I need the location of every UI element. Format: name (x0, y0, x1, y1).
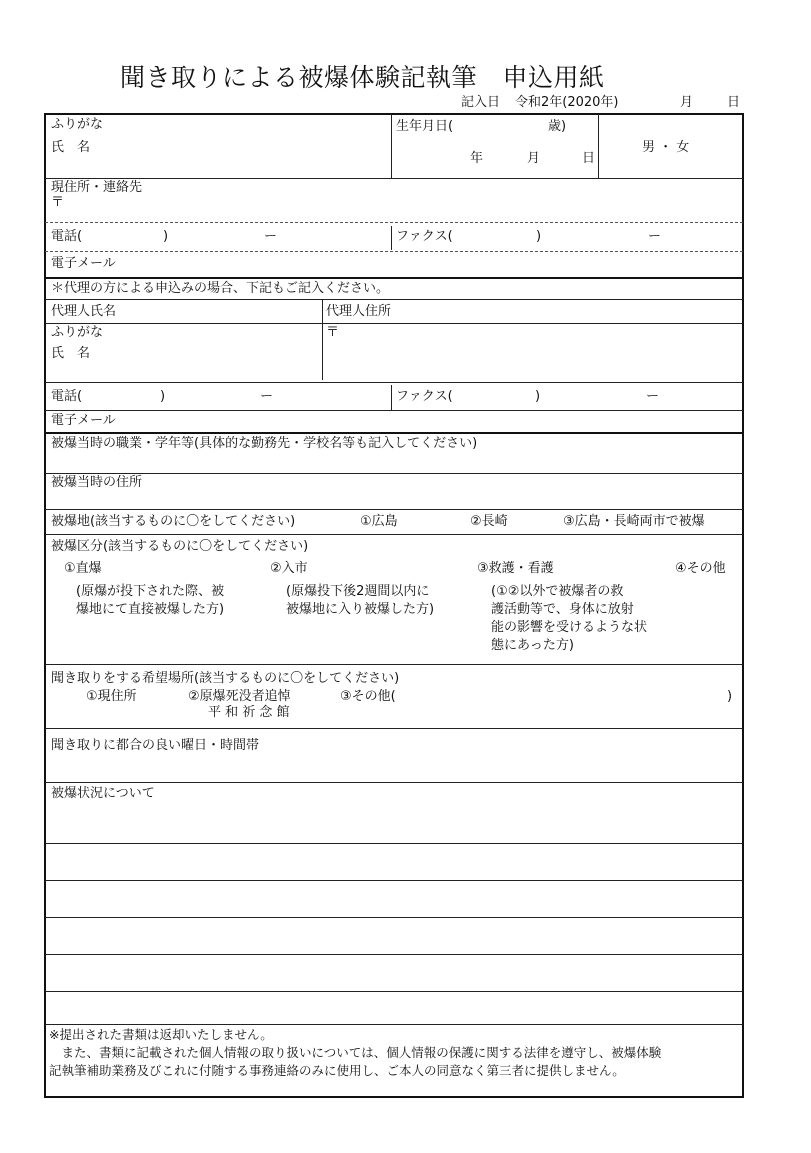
email-label[interactable]: 電子メール (51, 256, 116, 271)
name-label[interactable]: 氏 名 (51, 140, 91, 155)
divider (45, 178, 743, 179)
phone-label[interactable]: 電話( (51, 229, 83, 244)
birth-year-label: 年 (470, 151, 484, 166)
fax-label[interactable]: ファクス( (396, 229, 453, 244)
writing-line (45, 991, 743, 992)
entry-date-era: 令和2年(2020年) (515, 95, 619, 110)
category-option-rescue-desc: (①②以外で被爆者の救 (491, 584, 624, 599)
category-option-direct-desc: (原爆が投下された際、被 (76, 584, 225, 599)
place-option-other[interactable]: ③その他( (340, 689, 396, 704)
proxy-name-label[interactable]: 代理人氏名 (51, 304, 117, 319)
category-option-direct-desc: 爆地にて直接被爆した方) (76, 602, 225, 617)
place-option-memorial[interactable]: ②原爆死没者追悼 (188, 689, 291, 704)
age-label: 歳) (548, 119, 567, 134)
schedule-label[interactable]: 聞き取りに都合の良い曜日・時間帯 (51, 738, 260, 753)
proxy-phone-close: ) (160, 389, 166, 404)
footer-note: また、書類に記載された個人情報の取り扱いについては、個人情報の保護に関する法律を遵守し、被爆体験 (49, 1045, 662, 1060)
furigana-label[interactable]: ふりがな (51, 117, 104, 132)
place-option-memorial-line2: 平 和 祈 念 館 (208, 705, 290, 720)
divider (45, 509, 743, 510)
category-option-entry-desc: (原爆投下後2週間以内に (286, 584, 430, 599)
divider (45, 251, 743, 252)
occupation-label[interactable]: 被爆当時の職業・学年等(具体的な勤務先・学校名等も記入してください) (51, 436, 478, 451)
divider (322, 300, 323, 380)
proxy-furigana-label[interactable]: ふりがな (51, 325, 104, 340)
bomb-location-option-both[interactable]: ③広島・長崎両市で被爆 (563, 514, 705, 529)
place-label: 聞き取りをする希望場所(該当するものに〇をしてください) (51, 671, 400, 686)
place-option-other-close: ) (727, 689, 733, 704)
divider (45, 410, 743, 411)
divider (45, 1024, 743, 1025)
entry-date-month: 月 (680, 95, 694, 110)
proxy-fax-close: ) (535, 389, 541, 404)
category-option-entry[interactable]: ②入市 (270, 561, 308, 576)
proxy-phone-dash: ー (260, 389, 274, 404)
divider (598, 114, 599, 178)
divider (45, 277, 743, 279)
proxy-fax-dash: ー (646, 389, 660, 404)
birthdate-label[interactable]: 生年月日( (396, 119, 454, 134)
divider (45, 782, 743, 783)
postal-mark: 〒 (51, 195, 65, 210)
phone-dash: ー (264, 229, 278, 244)
proxy-phone-label[interactable]: 電話( (51, 389, 83, 404)
category-option-other[interactable]: ④その他 (675, 561, 726, 576)
place-option-home[interactable]: ①現住所 (86, 689, 137, 704)
divider (391, 114, 392, 178)
proxy-address-label[interactable]: 代理人住所 (326, 304, 392, 319)
birth-month-label: 月 (527, 151, 541, 166)
divider (45, 473, 743, 474)
phone-close: ) (163, 229, 169, 244)
situation-label[interactable]: 被爆状況について (51, 786, 155, 801)
category-option-entry-desc: 被爆地に入り被爆した方) (286, 602, 435, 617)
divider (391, 226, 392, 250)
category-option-rescue-desc: 態にあった方) (491, 638, 574, 653)
divider (45, 664, 743, 665)
divider (45, 432, 743, 434)
writing-line (45, 843, 743, 844)
divider (45, 222, 743, 223)
divider (45, 382, 743, 383)
category-option-rescue[interactable]: ③救護・看護 (477, 561, 554, 576)
gender-options[interactable]: 男 ・ 女 (642, 140, 690, 155)
divider (391, 385, 392, 410)
proxy-email-label[interactable]: 電子メール (51, 413, 116, 428)
address-at-time-label[interactable]: 被爆当時の住所 (51, 475, 143, 490)
divider (45, 534, 743, 535)
entry-date-label: 記入日 (461, 95, 501, 110)
footer-note: ※提出された書類は返却いたしません。 (49, 1027, 273, 1042)
category-option-rescue-desc: 護活動等で、身体に放射 (491, 602, 634, 617)
form-title: 聞き取りによる被爆体験記執筆 申込用紙 (120, 63, 605, 92)
proxy-fax-label[interactable]: ファクス( (396, 389, 453, 404)
proxy-note: ＊代理の方による申込みの場合、下記もご記入ください。 (51, 281, 390, 296)
divider (45, 299, 743, 300)
proxy-name-field-label[interactable]: 氏 名 (51, 346, 91, 361)
fax-dash: ー (648, 229, 662, 244)
category-option-rescue-desc: 能の影響を受けるような状 (491, 620, 648, 635)
category-label: 被爆区分(該当するものに〇をしてください) (51, 539, 309, 554)
divider (45, 728, 743, 729)
bomb-location-option-nagasaki[interactable]: ②長崎 (470, 514, 508, 529)
footer-note: 記執筆補助業務及びこれに付随する事務連絡のみに使用し、ご本人の同意なく第三者に提供しません。 (49, 1063, 625, 1078)
writing-line (45, 880, 743, 881)
writing-line (45, 954, 743, 955)
divider (45, 323, 743, 324)
proxy-postal-mark: 〒 (326, 325, 340, 340)
fax-close: ) (536, 229, 542, 244)
address-label[interactable]: 現住所・連絡先 (51, 180, 143, 195)
entry-date-day: 日 (727, 95, 741, 110)
birth-day-label: 日 (582, 151, 596, 166)
bomb-location-label: 被爆地(該当するものに〇をしてください) (51, 514, 296, 529)
category-option-direct[interactable]: ①直爆 (64, 561, 102, 576)
bomb-location-option-hiroshima[interactable]: ①広島 (360, 514, 398, 529)
writing-line (45, 917, 743, 918)
